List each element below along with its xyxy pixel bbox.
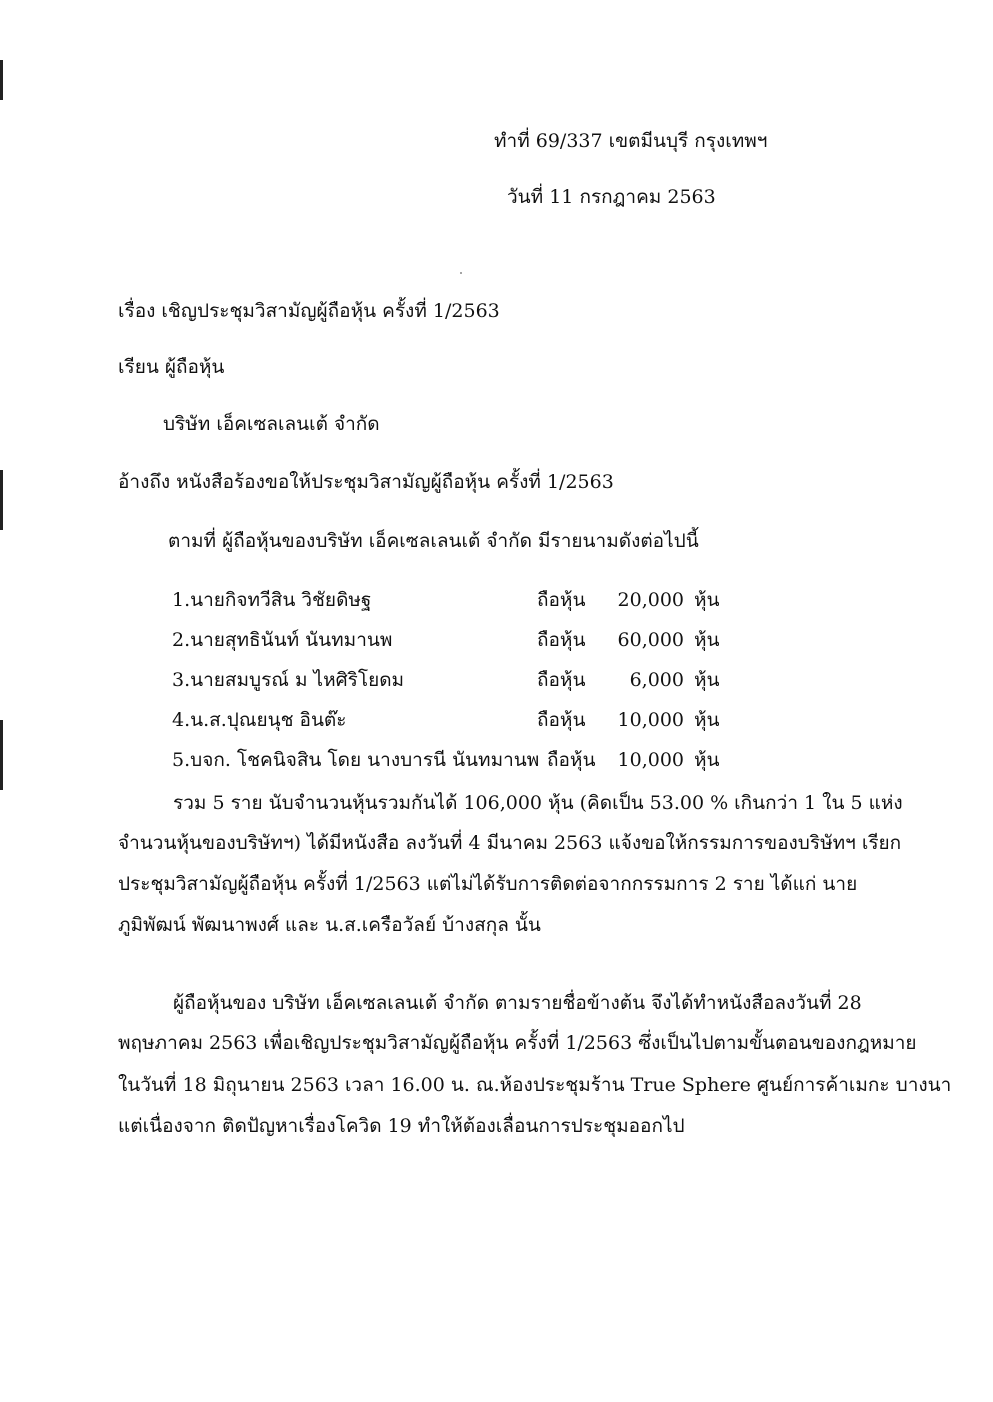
shareholder-unit: หุ้น <box>694 589 720 611</box>
paragraph-line: พฤษภาคม 2563 เพื่อเชิญประชุมวิสามัญผู้ถือหุ้น ครั้งที่ 1/2563 ซึ่งเป็นไปตามขั้นตอนของกฎหมาย <box>118 1032 917 1054</box>
paragraph-line: ประชุมวิสามัญผู้ถือหุ้น ครั้งที่ 1/2563 แต่ไม่ได้รับการติดต่อจากกรรมการ 2 ราย ได้แก่ นาย <box>118 873 858 895</box>
shareholder-amount: 6,000 <box>629 669 684 691</box>
intro-line: ตามที่ ผู้ถือหุ้นของบริษัท เอ็คเซลเลนเต้ จำกัด มีรายนามดังต่อไปนี้ <box>168 530 699 552</box>
shareholder-row <box>0 747 993 777</box>
reference-line: อ้างถึง หนังสือร้องขอให้ประชุมวิสามัญผู้ถือหุ้น ครั้งที่ 1/2563 <box>118 471 614 493</box>
shareholder-row <box>0 667 993 697</box>
shareholder-row <box>0 707 993 737</box>
shareholder-name: 5.บจก. โชคนิจสิน โดย นางบารนี นันทมานพ <box>172 749 540 771</box>
shareholder-amount: 20,000 <box>617 589 684 611</box>
company-name: บริษัท เอ็คเซลเลนเต้ จำกัด <box>163 413 380 435</box>
paragraph-line: รวม 5 ราย นับจำนวนหุ้นรวมกันได้ 106,000 หุ้น (คิดเป็น 53.00 % เกินกว่า 1 ใน 5 แห่ง <box>173 792 903 814</box>
recipient-line: เรียน ผู้ถือหุ้น <box>118 356 225 378</box>
shareholder-name: 3.นายสมบูรณ์ ม ไหศิริโยดม <box>172 669 405 691</box>
shareholder-label: ถือหุ้น <box>537 709 586 731</box>
letter-date: วันที่ 11 กรกฎาคม 2563 <box>507 186 716 208</box>
shareholder-unit: หุ้น <box>694 629 720 651</box>
paragraph-line: จำนวนหุ้นของบริษัทฯ) ได้มีหนังสือ ลงวันที่ 4 มีนาคม 2563 แจ้งขอให้กรรมการของบริษัทฯ เรียก <box>118 832 902 854</box>
shareholder-row <box>0 627 993 657</box>
subject-line: เรื่อง เชิญประชุมวิสามัญผู้ถือหุ้น ครั้งที่ 1/2563 <box>118 300 500 322</box>
paragraph-line: ในวันที่ 18 มิถุนายน 2563 เวลา 16.00 น. ณ.ห้องประชุมร้าน True Sphere ศูนย์การค้าเมกะ บางนา <box>118 1074 952 1096</box>
shareholder-label: ถือหุ้น <box>537 589 586 611</box>
shareholder-unit: หุ้น <box>694 709 720 731</box>
shareholder-unit: หุ้น <box>694 669 720 691</box>
shareholder-name: 1.นายกิจทวีสิน วิชัยดิษฐ <box>172 589 372 611</box>
shareholder-label: ถือหุ้น <box>537 629 586 651</box>
scan-speck <box>460 272 462 274</box>
shareholder-name: 4.น.ส.ปุณยนุช อินต๊ะ <box>172 709 347 731</box>
shareholder-amount: 60,000 <box>617 629 684 651</box>
scan-edge-mark <box>0 470 3 530</box>
shareholder-amount: 10,000 <box>617 749 684 771</box>
paragraph-line: ผู้ถือหุ้นของ บริษัท เอ็คเซลเลนเต้ จำกัด ตามรายชื่อข้างต้น จึงได้ทำหนังสือลงวันที่ 28 <box>173 992 862 1014</box>
shareholder-label: ถือหุ้น <box>537 669 586 691</box>
shareholder-name: 2.นายสุทธินันท์ นันทมานพ <box>172 629 393 651</box>
shareholder-amount: 10,000 <box>617 709 684 731</box>
sender-location: ทำที่ 69/337 เขตมีนบุรี กรุงเทพฯ <box>494 130 768 152</box>
paragraph-line: แต่เนื่องจาก ติดปัญหาเรื่องโควิด 19 ทำให้ต้องเลื่อนการประชุมออกไป <box>118 1115 685 1137</box>
shareholder-label: ถือหุ้น <box>547 749 596 771</box>
shareholder-unit: หุ้น <box>694 749 720 771</box>
paragraph-line: ภูมิพัฒน์ พัฒนาพงศ์ และ น.ส.เครือวัลย์ บ้างสกุล นั้น <box>118 914 541 936</box>
shareholder-row <box>0 587 993 617</box>
scan-edge-mark <box>0 60 3 100</box>
